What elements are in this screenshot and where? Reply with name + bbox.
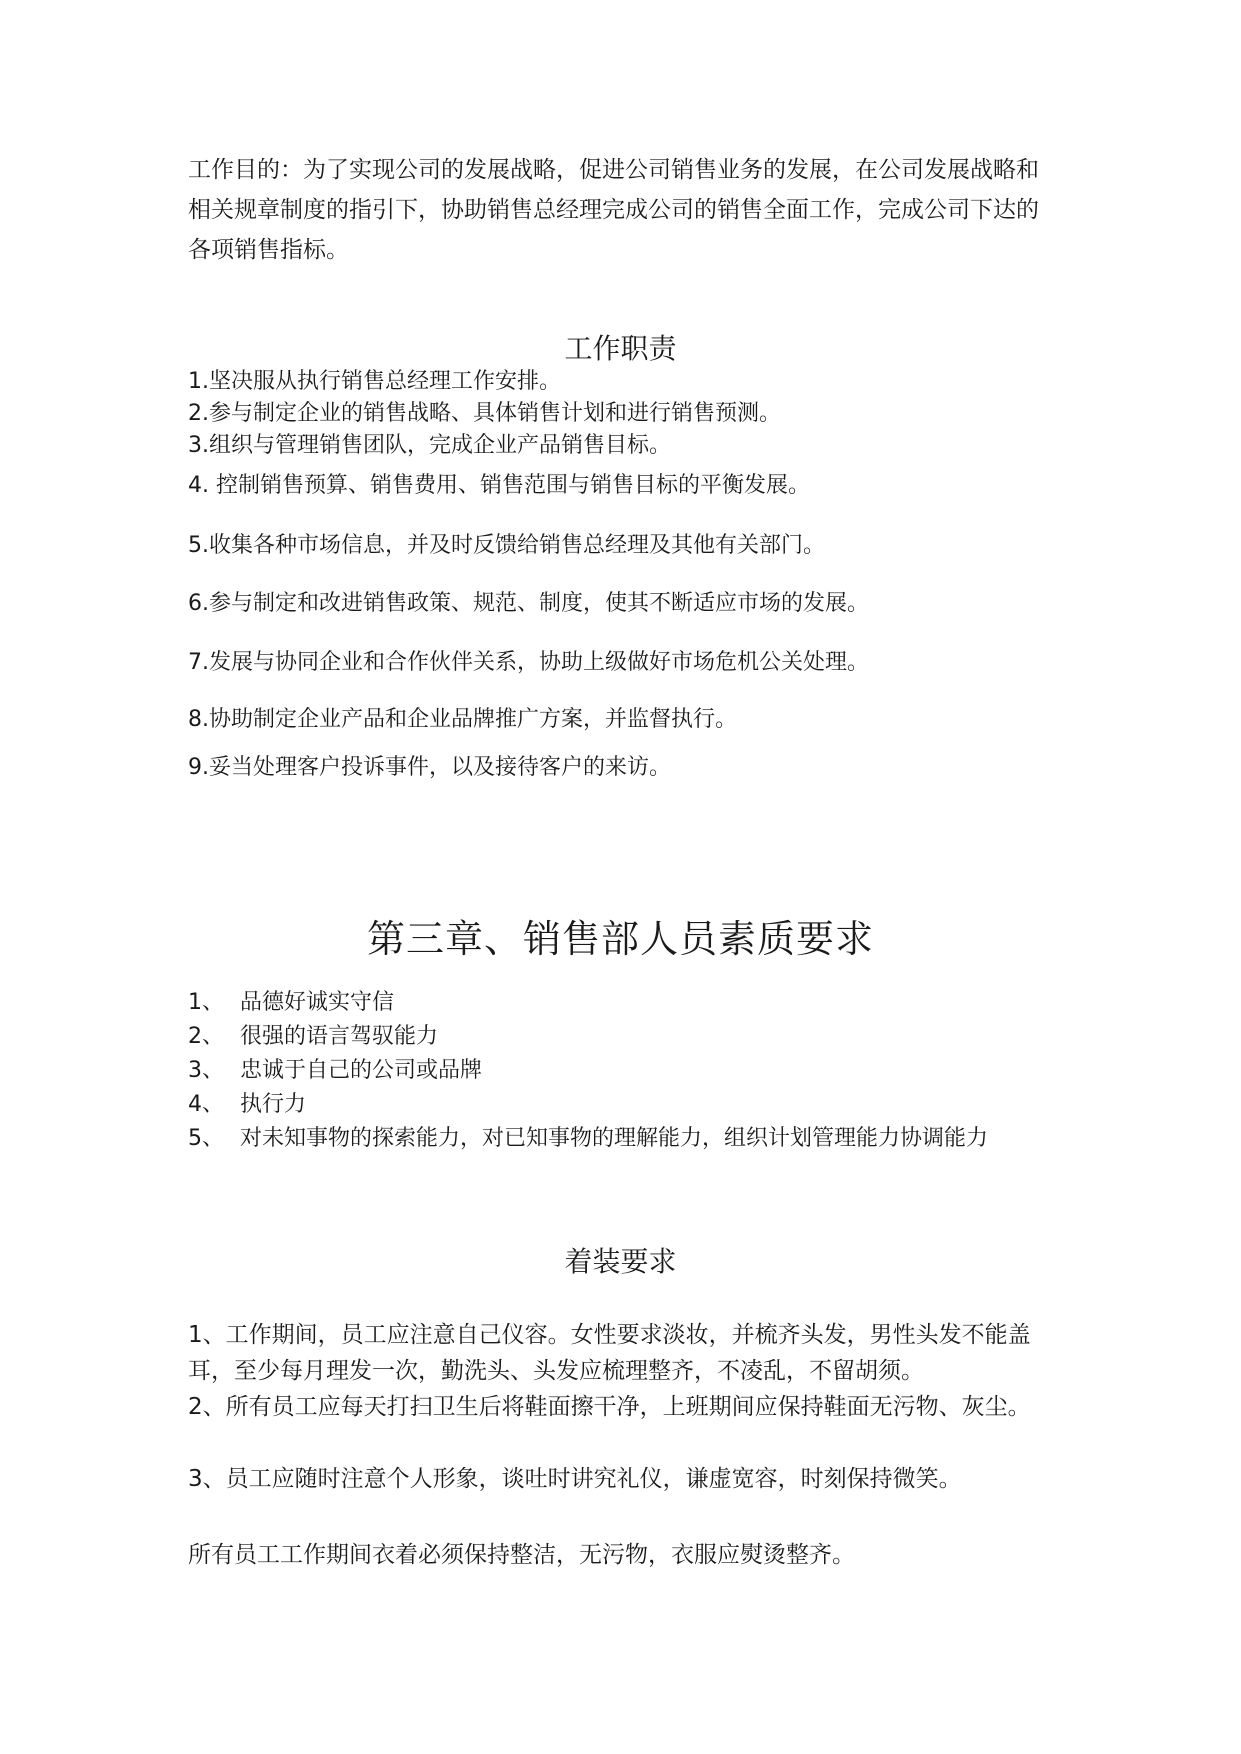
- duty-text: 控制销售预算、销售费用、销售范围与销售目标的平衡发展。: [209, 473, 810, 498]
- dress-code-heading: 着装要求: [564, 1245, 677, 1278]
- quality-number: 2、: [188, 1024, 224, 1049]
- duty-number: 6.: [188, 591, 209, 616]
- dress-rule-number: 1: [188, 1322, 203, 1348]
- duty-number: 9.: [188, 755, 209, 780]
- work-purpose-paragraph: 工作目的：为了实现公司的发展战略，促进公司销售业务的发展，在公司发展战略和相关规章制度的指引下，协助销售总经理完成公司的销售全面工作，完成公司下达的各项销售指标。: [188, 157, 1039, 263]
- duty-number: 5.: [188, 533, 209, 558]
- quality-number: 3、: [188, 1058, 224, 1083]
- duty-number: 4.: [188, 473, 209, 498]
- quality-number: 5、: [188, 1126, 224, 1151]
- duty-item: [188, 429, 1068, 463]
- quality-item: [188, 1054, 1058, 1088]
- quality-text: 忠诚于自己的公司或品牌: [240, 1058, 483, 1083]
- dress-rule-text: 、员工应随时注意个人形象，谈吐时讲究礼仪，谦虚宽容，时刻保持微笑。: [202, 1466, 962, 1492]
- quality-text: 执行力: [240, 1092, 307, 1117]
- quality-number: 1、: [188, 990, 224, 1015]
- dress-rule-text: 、工作期间，员工应注意自己仪容。女性要求淡妆，并梳齐头发，男性头发不能盖耳，至少每月理发一次，勤洗头、头发应梳理整齐，不凌乱，不留胡须。: [188, 1322, 1031, 1384]
- duty-item: [188, 397, 1068, 431]
- quality-item: [188, 986, 1058, 1020]
- quality-item: [188, 1088, 1058, 1122]
- duty-item: [188, 469, 1068, 503]
- duty-number: 1.: [188, 369, 209, 394]
- duty-item: [188, 587, 1068, 621]
- duty-text: 参与制定企业的销售战略、具体销售计划和进行销售预测。: [209, 401, 782, 426]
- duty-text: 协助制定企业产品和企业品牌推广方案，并监督执行。: [209, 707, 738, 732]
- dress-rule-item: [188, 1317, 1058, 1389]
- dress-rule-text: 、所有员工应每天打扫卫生后将鞋面擦干净，上班期间应保持鞋面无污物、灰尘。: [202, 1394, 1031, 1420]
- quality-item: [188, 1020, 1058, 1054]
- duties-heading: 工作职责: [564, 332, 677, 365]
- duty-text: 发展与协同企业和合作伙伴关系，协助上级做好市场危机公关处理。: [209, 650, 870, 675]
- quality-text: 对未知事物的探索能力，对已知事物的理解能力，组织计划管理能力协调能力: [240, 1126, 989, 1151]
- duty-number: 3.: [188, 433, 209, 458]
- duty-number: 8.: [188, 707, 209, 732]
- duty-number: 2.: [188, 401, 209, 426]
- duty-item: [188, 703, 1068, 737]
- quality-number: 4、: [188, 1092, 224, 1117]
- dress-rule-item: [188, 1461, 1058, 1497]
- dress-rule-item: [188, 1389, 1058, 1425]
- dress-rule-number: 2: [188, 1394, 203, 1420]
- duty-text: 收集各种市场信息，并及时反馈给销售总经理及其他有关部门。: [209, 533, 826, 558]
- duty-text: 参与制定和改进销售政策、规范、制度，使其不断适应市场的发展。: [209, 591, 870, 616]
- duty-item: [188, 365, 1068, 399]
- duty-text: 组织与管理销售团队，完成企业产品销售目标。: [209, 433, 672, 458]
- quality-text: 品德好诚实守信: [240, 990, 395, 1015]
- duty-item: [188, 529, 1068, 563]
- duty-item: [188, 751, 1068, 785]
- chapter-heading: 第三章、销售部人员素质要求: [366, 917, 874, 961]
- dress-rule-number: 3: [188, 1466, 203, 1492]
- quality-item: [188, 1122, 1058, 1156]
- quality-text: 很强的语言驾驭能力: [240, 1024, 439, 1049]
- duty-item: [188, 646, 1068, 680]
- dress-closing-paragraph: 所有员工工作期间衣着必须保持整洁，无污物，衣服应熨烫整齐。: [188, 1542, 855, 1568]
- duty-number: 7.: [188, 650, 209, 675]
- duty-text: 妥当处理客户投诉事件，以及接待客户的来访。: [209, 755, 672, 780]
- duty-text: 坚决服从执行销售总经理工作安排。: [209, 369, 562, 394]
